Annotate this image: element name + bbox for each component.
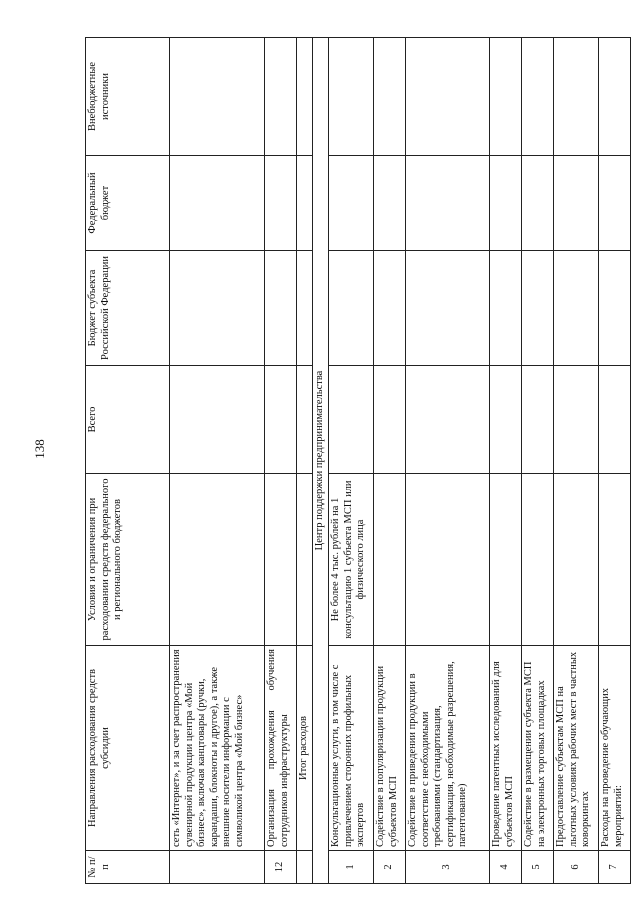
cell-federal <box>599 156 631 251</box>
total-row <box>297 38 313 884</box>
header-row <box>86 38 170 884</box>
cell-regional <box>265 251 297 366</box>
row-direction: Расходы на проведение обучающих мероприятий: <box>599 646 631 851</box>
row-direction: Содействие в популяризации продукции субъектов МСП <box>374 646 406 851</box>
row-num: 1 <box>329 851 374 884</box>
cell-extra <box>490 38 522 156</box>
cell-total <box>374 366 406 474</box>
header-regional-budget: Бюджет субъекта Российской Федерации <box>86 251 170 366</box>
row-direction: Проведение патентных исследований для субъектов МСП <box>490 646 522 851</box>
cell-regional <box>329 251 374 366</box>
row-conditions <box>170 474 265 646</box>
header-num: № п/п <box>86 851 170 884</box>
cell-federal <box>406 156 490 251</box>
header-conditions: Условия и ограничения при расходовании средств федерального и регионального бюджетов <box>86 474 170 646</box>
header-direction: Направления расходования средств субсидии <box>86 646 170 851</box>
row-direction: Консультационные услуги, в том числе с привлечением сторонних профильных экспертов <box>329 646 374 851</box>
cell-regional <box>490 251 522 366</box>
cell-extra <box>406 38 490 156</box>
section-row <box>313 38 329 884</box>
row-conditions <box>599 474 631 646</box>
cell-extra <box>265 38 297 156</box>
cell-regional <box>170 251 265 366</box>
cell-total <box>554 366 599 474</box>
cell-federal <box>374 156 406 251</box>
cell-federal <box>265 156 297 251</box>
table-row <box>374 38 406 884</box>
row-direction: Содействие в размещении субъекта МСП на электронных торговых площадках <box>522 646 554 851</box>
row-direction: Предоставление субъектам МСП на льготных условиях рабочих мест в частных коворкингах <box>554 646 599 851</box>
table-row <box>406 38 490 884</box>
cell-federal <box>170 156 265 251</box>
cell-regional <box>406 251 490 366</box>
cell-extra <box>522 38 554 156</box>
table-row <box>490 38 522 884</box>
cell-total <box>490 366 522 474</box>
cell-regional <box>374 251 406 366</box>
cell-extra <box>170 38 265 156</box>
row-num: 6 <box>554 851 599 884</box>
cell-regional <box>554 251 599 366</box>
header-extra-sources: Внебюджетные источники <box>86 38 170 156</box>
cell-total <box>599 366 631 474</box>
cell-total <box>522 366 554 474</box>
cell-federal <box>522 156 554 251</box>
cell-regional <box>599 251 631 366</box>
section-title: Центр поддержки предпринимательства <box>313 38 329 884</box>
cell-regional <box>522 251 554 366</box>
cell-federal <box>554 156 599 251</box>
cell-regional <box>297 251 313 366</box>
total-label: Итог расходов <box>297 646 313 851</box>
total-conditions <box>297 474 313 646</box>
cell-federal <box>297 156 313 251</box>
row-num: 4 <box>490 851 522 884</box>
row-direction: Содействие в приведении продукции в соответствие с необходимыми требованиями (стандартизация, сертификация, необходимые разрешения, патентование) <box>406 646 490 851</box>
rotated-page <box>85 38 625 884</box>
table-row <box>554 38 599 884</box>
table-row <box>599 38 631 884</box>
cell-extra <box>599 38 631 156</box>
cell-extra <box>297 38 313 156</box>
cell-total <box>297 366 313 474</box>
total-num-cell <box>297 851 313 884</box>
row-num: 3 <box>406 851 490 884</box>
row-conditions <box>490 474 522 646</box>
header-total: Всего <box>86 366 170 474</box>
table-row <box>265 38 297 884</box>
row-conditions: Не более 4 тыс. рублей на 1 консультацию 1 субъекта МСП или физического лица <box>329 474 374 646</box>
expenses-table <box>85 37 631 884</box>
header-federal-budget: Федеральный бюджет <box>86 156 170 251</box>
row-direction: сеть «Интернет», и за счет распространения сувенирной продукции центра «Мой бизнес», включая канцтовары (ручки, карандаши, блокноты и другое), а также внешние носители информации с символикой центра «Мой бизнес» <box>170 646 265 851</box>
cell-total <box>170 366 265 474</box>
table-row <box>522 38 554 884</box>
row-num: 7 <box>599 851 631 884</box>
cell-federal <box>490 156 522 251</box>
table-row <box>170 38 265 884</box>
cell-extra <box>374 38 406 156</box>
row-conditions <box>406 474 490 646</box>
row-direction: Организация прохождения обучения сотрудников инфраструктуры <box>265 646 297 851</box>
cell-federal <box>329 156 374 251</box>
row-num <box>170 851 265 884</box>
cell-total <box>265 366 297 474</box>
cell-extra <box>554 38 599 156</box>
row-num: 5 <box>522 851 554 884</box>
cell-total <box>329 366 374 474</box>
row-conditions <box>554 474 599 646</box>
page-number: 138 <box>31 439 47 459</box>
table-row <box>329 38 374 884</box>
row-conditions <box>265 474 297 646</box>
row-conditions <box>522 474 554 646</box>
row-num: 12 <box>265 851 297 884</box>
cell-extra <box>329 38 374 156</box>
row-num: 2 <box>374 851 406 884</box>
cell-total <box>406 366 490 474</box>
row-conditions <box>374 474 406 646</box>
